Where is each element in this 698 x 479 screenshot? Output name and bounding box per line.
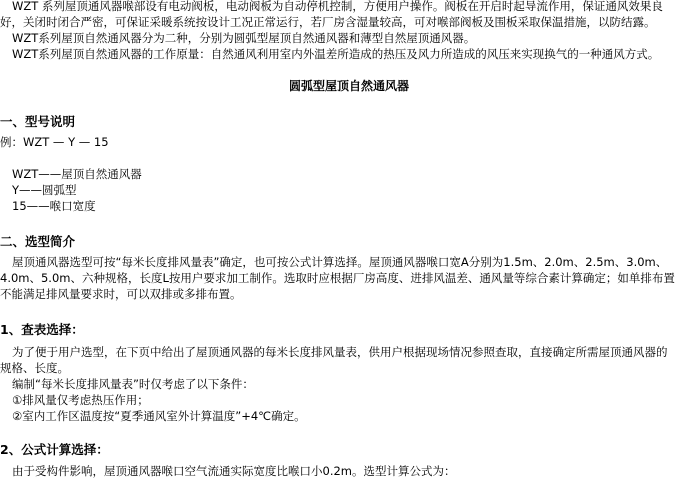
table-condition-1: ①排风量仅考虑热压作用； [12,393,149,407]
page-title: 圆弧型屋顶自然通风器 [288,79,409,93]
table-note: 编制“每米长度排风量表”时仅考虑了以下条件： [12,377,254,391]
model-example: 例：WZT — Y — 15 [0,135,109,149]
selection-para-line-2: 4.0m、5.0m、六种规格，长度L按用户要求加工制作。选取时应根据厂房高度、进排风温差、通风量等综合素计算确定；如单排布置 [0,271,675,285]
selection-para-line-3: 不能满足排风量要求时，可以双排或多排布置。 [0,287,242,301]
intro-line-4: WZT系列屋顶自然通风器的工作原量：自然通风利用室内外温差所造成的热压及风力所造成的风压来实现换气的一种通风方式。 [12,47,660,61]
intro-line-2: 好，关闭时闭合严密，可保证采暖系统按设计工况正常运行，若厂房含湿量较高，可对喉部阀板及围板采取保温措施，以防结露。 [0,15,656,29]
formula-para-line-1: 由于受构件影响，屋顶通风器喉口空气流通实际宽度比喉口小0.2m。选型计算公式为： [12,464,456,478]
table-para-line-2: 规格、长度。 [0,361,69,375]
model-item: WZT——屋顶自然通风器 [12,167,142,181]
section-heading-table: 1、查表选择： [0,322,84,337]
section-heading-formula: 2、公式计算选择： [0,442,109,457]
table-condition-2: ②室内工作区温度按“夏季通风室外计算温度”+4℃确定。 [12,409,306,423]
section-heading-model: 一、型号说明 [0,114,76,129]
table-para-line-1: 为了便于用户选型，在下页中给出了屋顶通风器的每米长度排风量表，供用户根据现场情况参照查取，直接确定所需屋顶通风器的 [12,345,668,359]
selection-para-line-1: 屋顶通风器选型可按“每米长度排风量表”确定，也可按公式计算选择。屋顶通风器喉口宽A分别为1.5m、2.0m、2.5m、3.0m、 [12,255,668,269]
section-heading-selection: 二、选型简介 [0,234,76,249]
intro-line-1: WZT 系列屋顶通风器喉部设有电动阀板，电动阀板为自动停机控制，方便用户操作。阀板在开启时起导流作用，保证通风效果良 [12,0,663,13]
model-item: 15——喉口宽度 [12,199,96,213]
model-item: Y——圆弧型 [12,183,77,197]
intro-line-3: WZT系列屋顶自然通风器分为二种，分别为圆弧型屋顶自然通风器和薄型自然屋顶通风器。 [12,31,476,45]
